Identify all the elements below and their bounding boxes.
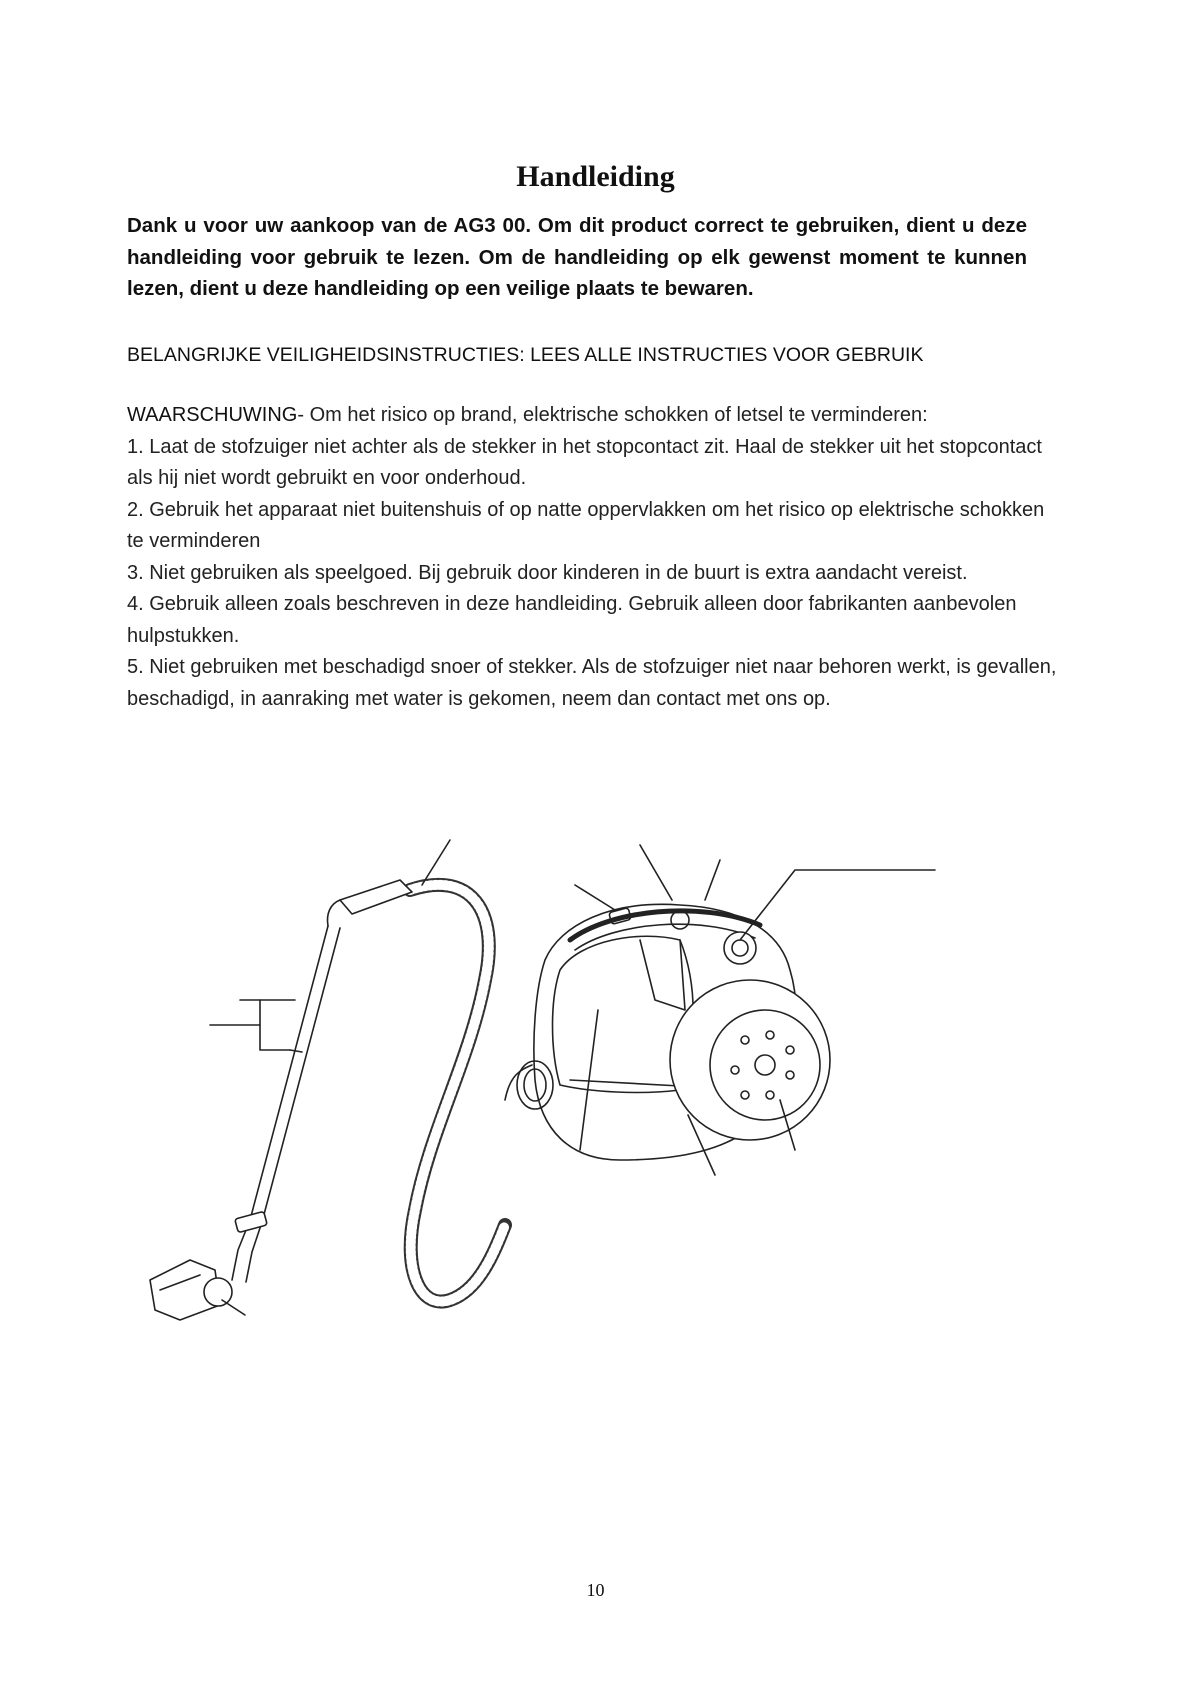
warning-block bbox=[127, 400, 1057, 715]
hose bbox=[410, 885, 505, 1302]
telescopic-tube bbox=[250, 926, 340, 1222]
nozzle-label-line bbox=[222, 1300, 245, 1315]
instruction-item: 1. Laat de stofzuiger niet achter als de stekker in het stopcontact zit. Haal de stekker uit het stopcontact als hij niet wordt gebruikt en voor onderhoud. bbox=[127, 435, 1042, 489]
warning-line bbox=[127, 400, 1057, 432]
page-number: 10 bbox=[586, 1580, 605, 1600]
instruction-item: 2. Gebruik het apparaat niet buitenshuis of op natte oppervlakken om het risico op elektrische schokken te verminderen bbox=[127, 498, 1045, 552]
handle-grip bbox=[340, 880, 412, 914]
callout-line bbox=[640, 845, 672, 900]
intro-paragraph: Dank u voor uw aankoop van de AG3 00. Om dit product correct te gebruiken, dient u deze handleiding voor gebruik te lezen. Om de handleiding op elk gewenst moment te kunnen lezen, dient u deze handleiding op een veilige plaats te bewaren. bbox=[127, 214, 1027, 300]
vacuum-body bbox=[505, 904, 830, 1160]
warning-text: - Om het risico op brand, elektrische schokken of letsel te verminderen: bbox=[297, 404, 928, 426]
vacuum-cleaner-diagram-icon bbox=[140, 830, 1040, 1390]
page-title: Handleiding bbox=[516, 160, 675, 193]
warning-label: WAARSCHUWING bbox=[127, 404, 298, 426]
instruction-item: 3. Niet gebruiken als speelgoed. Bij gebruik door kinderen in de buurt is extra aandacht vereist. bbox=[127, 561, 968, 584]
safety-heading: BELANGRIJKE VEILIGHEIDSINSTRUCTIES: LEES ALLE INSTRUCTIES VOOR GEBRUIK bbox=[127, 344, 924, 366]
instruction-item: 4. Gebruik alleen zoals beschreven in deze handleiding. Gebruik alleen door fabrikanten aanbevolen hulpstukken. bbox=[127, 593, 1017, 647]
callout-line bbox=[740, 870, 935, 940]
floor-nozzle bbox=[150, 1211, 267, 1320]
instruction-item: 5. Niet gebruiken met beschadigd snoer of stekker. Als de stofzuiger niet naar behoren werkt, is gevallen, beschadigd, in aanraking met water is gekomen, neem dan contact met ons op. bbox=[127, 656, 1057, 710]
callout-line bbox=[575, 885, 615, 910]
callout-line bbox=[705, 860, 720, 900]
